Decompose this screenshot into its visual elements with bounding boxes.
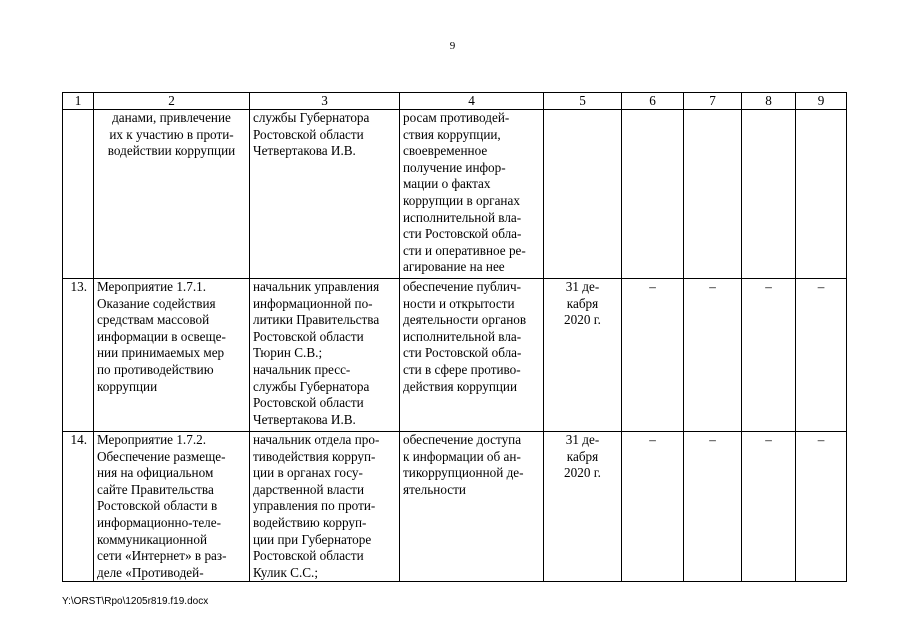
plan-table [62,92,847,582]
column-header: 1 [63,93,94,110]
table-row [63,110,847,279]
column-header: 5 [544,93,622,110]
column-header: 6 [622,93,684,110]
column-header: 3 [250,93,400,110]
value-cell: – [684,279,742,432]
value-cell [684,110,742,279]
value-cell [622,110,684,279]
event-cell: Мероприятие 1.7.2. Обеспечение размеще- ния на официальном сайте Правительства Ростовской области в информационно-теле- коммуникационной сети «Интернет» в раз- деле «Противодей- [94,432,250,582]
responsible-cell: службы Губернатора Ростовской области Четвертакова И.В. [250,110,400,279]
deadline-cell: 31 де- кабря 2020 г. [544,279,622,432]
value-cell: – [684,432,742,582]
table-row [63,279,847,432]
value-cell: – [622,279,684,432]
value-cell [742,110,796,279]
page-number: 9 [449,40,456,52]
table-row [63,432,847,582]
event-cell: Мероприятие 1.7.1. Оказание содействия средствам массовой информации в освеще- нии принимаемых мер по противодействию коррупции [94,279,250,432]
result-cell: обеспечение публич- ности и открытости деятельности органов исполнительной вла- сти Ростовской обла- сти в сфере противо- действия коррупции [400,279,544,432]
value-cell [796,110,847,279]
result-cell: росам противодей- ствия коррупции, своевременное получение инфор- мации о фактах коррупции в органах исполнительной вла- сти Ростовской обла- сти и оперативное ре- агирование на нее [400,110,544,279]
column-header: 7 [684,93,742,110]
header-row [63,93,847,110]
column-header: 4 [400,93,544,110]
deadline-cell: 31 де- кабря 2020 г. [544,432,622,582]
column-header: 9 [796,93,847,110]
responsible-cell: начальник отдела про- тиводействия корруп- ции в органах госу- дарственной власти управления по проти- водействию корруп- ции при Губернаторе Ростовской области Кулик С.С.; [250,432,400,582]
column-header: 8 [742,93,796,110]
row-number: 14. [63,432,94,582]
event-cell: данами, привлечение их к участию в проти- водействии коррупции [94,110,250,279]
column-header: 2 [94,93,250,110]
row-number [63,110,94,279]
value-cell: – [742,279,796,432]
footer-file-path: Y:\ORST\Rpo\1205r819.f19.docx [62,596,209,607]
row-number: 13. [63,279,94,432]
value-cell: – [622,432,684,582]
deadline-cell [544,110,622,279]
value-cell: – [796,279,847,432]
value-cell: – [796,432,847,582]
responsible-cell: начальник управления информационной по- литики Правительства Ростовской области Тюрин С.В.; начальник пресс- службы Губернатора Ростовской области Четвертакова И.В. [250,279,400,432]
value-cell: – [742,432,796,582]
result-cell: обеспечение доступа к информации об ан- тикоррупционной де- ятельности [400,432,544,582]
